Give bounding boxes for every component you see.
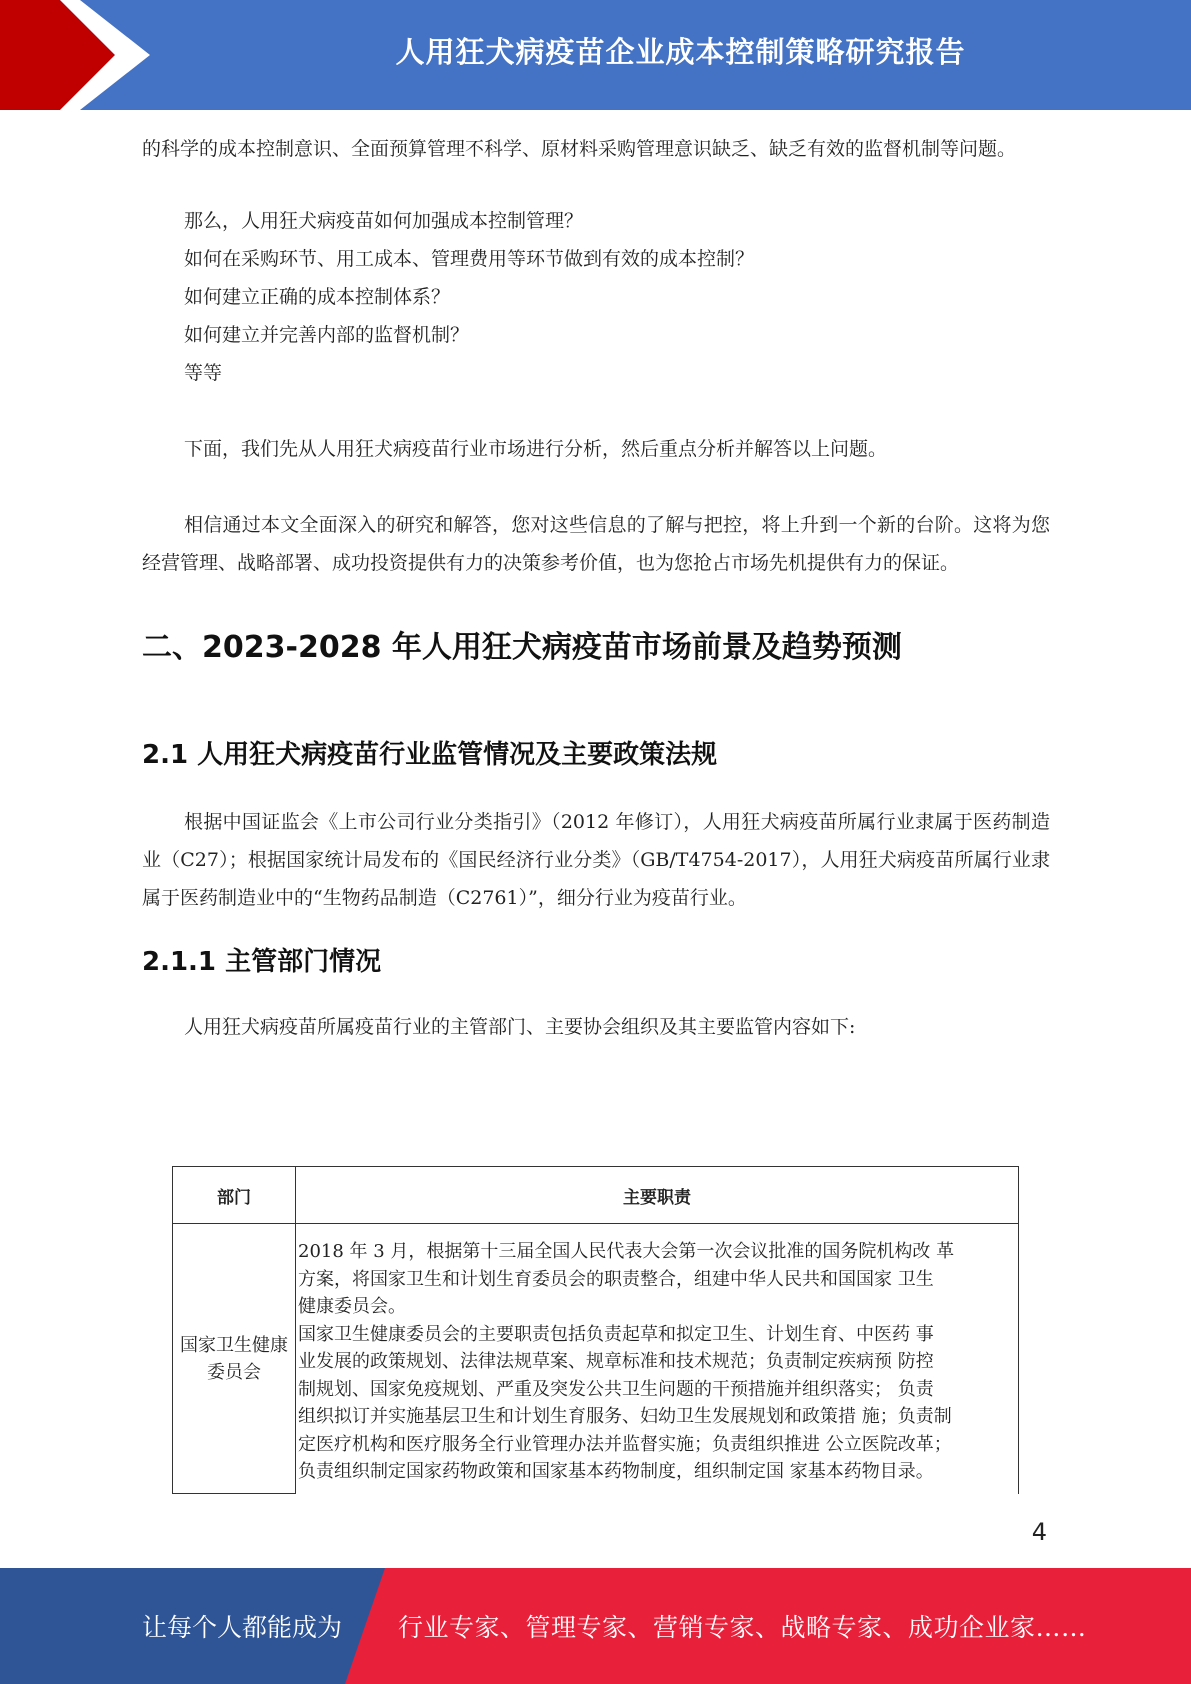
duty-line: 2018 年 3 月，根据第十三届全国人民代表大会第一次会议批准的国务院机构改 革: [298, 1241, 955, 1262]
duty-line: 健康委员会。: [298, 1296, 406, 1317]
table-row: [173, 1224, 1019, 1494]
duty-line: 制规划、国家免疫规划、严重及突发公共卫生问题的干预措施并组织落实； 负责: [298, 1378, 934, 1400]
red-chevron-icon: [0, 0, 160, 110]
paragraph-next: 下面，我们先从人用狂犬病疫苗行业市场进行分析，然后重点分析并解答以上问题。: [184, 438, 888, 460]
paragraph-believe: 相信通过本文全面深入的研究和解答，您对这些信息的了解与把控，将上升到一个新的台阶。这将为您经营管理、战略部署、成功投资提供有力的决策参考价值，也为您抢占市场先机提供有力的保证。: [142, 514, 1050, 574]
page-number: 4: [1031, 1518, 1047, 1546]
subsection-heading: 2.1 人用狂犬病疫苗行业监管情况及主要政策法规: [142, 740, 718, 770]
duty-line: 负责组织制定国家药物政策和国家基本药物制度，组织制定国 家基本药物目录。: [298, 1461, 934, 1482]
duty-line: 定医疗机构和医疗服务全行业管理办法并监督实施；负责组织推进 公立医院改革；: [298, 1433, 952, 1455]
paragraph-classification: 根据中国证监会《上市公司行业分类指引》（2012 年修订），人用狂犬病疫苗所属行业隶属于医药制造业（C27）；根据国家统计局发布的《国民经济行业分类》（GB/T4754-2017），人用狂犬病疫苗所属行业隶属于医药制造业中的“生物药品制造（C2761）”，细分行业为疫苗行业。: [142, 811, 1050, 909]
question-line: 如何建立并完善内部的监督机制？: [184, 324, 470, 346]
intro-continuation: 的科学的成本控制意识、全面预算管理不科学、原材料采购管理意识缺乏、缺乏有效的监督机制等问题。: [142, 138, 1017, 160]
section-heading: 二、2023-2028 年人用狂犬病疫苗市场前景及趋势预测: [142, 630, 902, 665]
duty-line: 国家卫生健康委员会的主要职责包括负责起草和拟定卫生、计划生育、中医药 事: [298, 1323, 934, 1345]
question-line: 等等: [184, 362, 223, 384]
duty-line: 组织拟订并实施基层卫生和计划生育服务、妇幼卫生发展规划和政策措 施；负责制: [298, 1406, 952, 1427]
table-cell-dept: 国家卫生健康委员会: [173, 1224, 296, 1494]
report-title: 人用狂犬病疫苗企业成本控制策略研究报告: [395, 34, 966, 69]
table-header-row: [173, 1167, 1019, 1224]
duty-line: 方案，将国家卫生和计划生育委员会的职责整合，组建中华人民共和国国家 卫生: [298, 1268, 934, 1290]
table-header-dept: 部门: [173, 1167, 296, 1224]
question-line: 如何建立正确的成本控制体系？: [184, 286, 451, 308]
subsubsection-heading: 2.1.1 主管部门情况: [142, 947, 382, 977]
footer-banner: [0, 1568, 1191, 1684]
footer-slogan-right: 行业专家、管理专家、营销专家、战略专家、成功企业家……: [398, 1613, 1087, 1642]
table-header-duty: 主要职责: [296, 1167, 1019, 1224]
table-cell-duty: [296, 1224, 1019, 1494]
footer-slogan-left: 让每个人都能成为: [142, 1613, 343, 1642]
duty-line: 业发展的政策规划、法律法规草案、规章标准和技术规范；负责制定疾病预 防控: [298, 1351, 934, 1372]
paragraph-table-intro: 人用狂犬病疫苗所属疫苗行业的主管部门、主要协会组织及其主要监管内容如下:: [184, 1016, 856, 1038]
header-banner: [0, 0, 1191, 110]
question-line: 那么，人用狂犬病疫苗如何加强成本控制管理？: [184, 210, 584, 232]
question-line: 如何在采购环节、用工成本、管理费用等环节做到有效的成本控制？: [184, 248, 755, 270]
page-content: [142, 130, 1050, 1046]
regulator-table: [172, 1166, 1019, 1494]
